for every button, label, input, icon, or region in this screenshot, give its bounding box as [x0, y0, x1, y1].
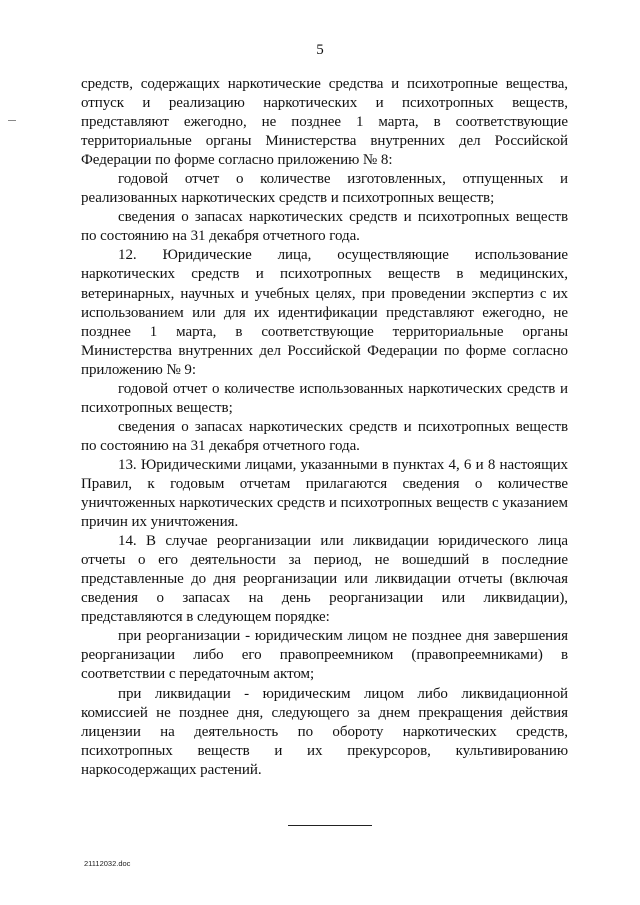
- paragraph-used-report-item: годовой отчет о количестве использованных наркотических средств и психотропных веществ;: [81, 380, 568, 416]
- page-number: 5: [316, 42, 324, 58]
- document-body: [81, 75, 568, 780]
- paragraph-liquidation: при ликвидации - юридическим лицом либо ликвидационной комиссией не позднее дня, следующего за днем прекращения действия лицензии на деятельность по обороту наркотических средств, психотропных веществ и их прекурсоров, культивированию наркосодержащих растений.: [81, 685, 568, 778]
- footer-file-name: 21112032.doc: [84, 859, 131, 868]
- paragraph-clause-13: 13. Юридическими лицами, указанными в пунктах 4, 6 и 8 настоящих Правил, к годовым отчетам прилагаются сведения о количестве уничтоженных наркотических средств и психотропных веществ с указанием причин их уничтожения.: [81, 456, 568, 531]
- paragraph-continuation: средств, содержащих наркотические средства и психотропные вещества, отпуск и реализацию наркотических и психотропных веществ, представляют ежегодно, не позднее 1 марта, в соответствующие территориальные органы Министерства внутренних дел Российской Федерации по форме согласно приложению № 8:: [81, 76, 568, 169]
- margin-mark: [8, 120, 16, 121]
- paragraph-clause-12: 12. Юридические лица, осуществляющие использование наркотических средств и психотропных веществ в медицинских, ветеринарных, научных и учебных целях, при проведении экспертиз с их использованием или для их идентификации представляют ежегодно, не позднее 1 марта, в соответствующие территориальные органы Министерства внутренних дел Российской Федерации по форме согласно приложению № 9:: [81, 247, 568, 378]
- paragraph-annual-report-item: годовой отчет о количестве изготовленных, отпущенных и реализованных наркотических средств и психотропных веществ;: [81, 171, 568, 207]
- paragraph-stock-info-item: сведения о запасах наркотических средств и психотропных веществ по состоянию на 31 декабря отчетного года.: [81, 209, 568, 245]
- paragraph-stock-info-item-2: сведения о запасах наркотических средств и психотропных веществ по состоянию на 31 декабря отчетного года.: [81, 418, 568, 454]
- paragraph-reorganization: при реорганизации - юридическим лицом не позднее дня завершения реорганизации либо его правопреемником (правопреемниками) в соответствии с передаточным актом;: [81, 628, 568, 683]
- footer-separator-line: [288, 825, 372, 826]
- paragraph-clause-14: 14. В случае реорганизации или ликвидации юридического лица отчеты о его деятельности за период, не вошедший в последние представленные до дня реорганизации или ликвидации отчеты (включая сведения о запасах на день реорганизации или ликвидации), представляются в следующем порядке:: [81, 533, 568, 626]
